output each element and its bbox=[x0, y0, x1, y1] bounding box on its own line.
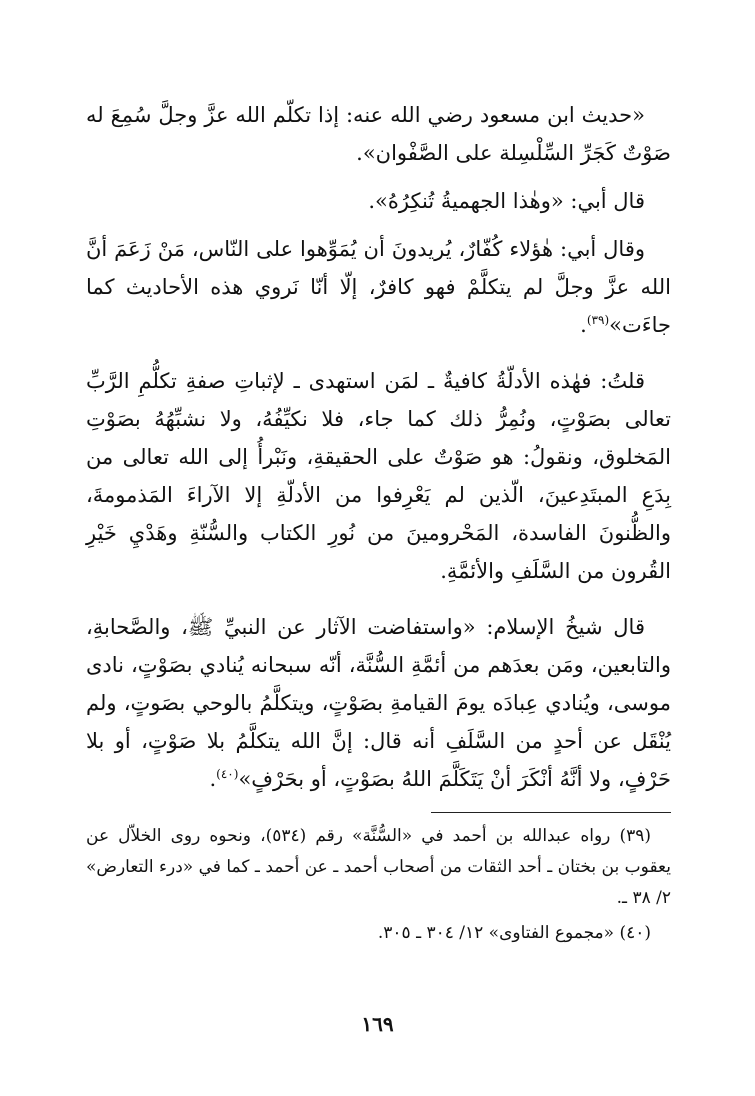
paragraph-tail: . bbox=[580, 313, 587, 337]
paragraph-text: قال أبي: «وهٰذا الجهميةُ تُنكِرُهُ». bbox=[368, 189, 645, 213]
footnote-ref-39[interactable]: (٣٩) bbox=[586, 313, 610, 327]
footnote-39 bbox=[86, 821, 671, 914]
paragraph-shaykh-al-islam bbox=[86, 608, 671, 798]
page-body bbox=[86, 96, 671, 1056]
footnote-ref-40[interactable]: (٤٠) bbox=[216, 767, 239, 781]
paragraph-text: «حديث ابن مسعود رضي الله عنه: إذا تكلّم الله عزَّ وجلَّ سُمِعَ له صَوْتٌ كَجَرِّ السِّلْسِلة على الصَّفْوان». bbox=[86, 103, 671, 165]
paragraph-abi-1 bbox=[86, 182, 671, 220]
page-number: ١٦٩ bbox=[361, 1012, 394, 1036]
paragraph-qultu bbox=[86, 362, 671, 590]
paragraph-text: قلتُ: فهٰذه الأدلّةُ كافيةٌ ـ لمَن استهدى ـ لإثباتِ صفةِ تكلُّمِ الرَّبِّ تعالى بصَوْتٍ، ونُمِرُّ ذلك كما جاء، فلا نكيِّفُهُ، ولا نشبِّهُهُ بصَوْتِ المَخلوق، ونقولُ: هو صَوْتٌ على الحقيقةِ، ونَبْرأُ إلى الله تعالى من بِدَعِ المبتَدِعينَ، الّذين لم يَعْرِفوا من الأدلّةِ إلا الآراءَ المَذمومةَ، والظُّنونَ الفاسدة، المَحْرومينَ من نُورِ الكتاب والسُّنّةِ وهَدْيِ خَيْرِ القُرون من السَّلَفِ والأئمَّةِ. bbox=[86, 369, 671, 583]
paragraph-abi-2 bbox=[86, 230, 671, 344]
paragraph-hadith bbox=[86, 96, 671, 172]
paragraph-text: قال شيخُ الإسلام: «واستفاضت الآثار عن النبيِّ ﷺ، والصَّحابةِ، والتابعين، ومَن بعدَهم من أئمَّةِ السُّنَّة، أنّه سبحانه يُنادي بصَوْتٍ، نادى موسى، ويُنادي عِبادَه يومَ القيامةِ بصَوْتٍ، ويتكلَّمُ بالوحي بصَوتٍ، ولم يُنْقَل عن أحدٍ من السَّلَفِ أنه قال: إنَّ الله يتكلَّمُ بلا صَوْتٍ، أو بلا حَرْفٍ، ولا أنَّهُ أنْكَرَ أنْ يَتَكَلَّمَ اللهُ بصَوْتٍ، أو بحَرْفٍ» bbox=[86, 615, 671, 791]
paragraph-text: وقال أبي: هٰؤلاء كُفّارٌ، يُريدونَ أن يُمَوِّهوا على النّاس، مَنْ زَعَمَ أنَّ الله عزَّ وجلَّ لم يتكلَّمْ فهو كافرٌ، إلّا أنّا نَروي هذه الأحاديث كما جاءَت» bbox=[86, 237, 671, 337]
footnote-text: (٣٩) رواه عبدالله بن أحمد في «السُّنَّة» رقم (٥٣٤)، ونحوه روى الخلاّل عن يعقوب بن بختان ـ أحد الثقات من أصحاب أحمد ـ عن أحمد ـ كما في «درء التعارض» ٢/ ٣٨ ـ. bbox=[86, 826, 671, 908]
footnote-divider bbox=[431, 812, 671, 813]
footnote-40 bbox=[86, 918, 671, 949]
footnote-text: (٤٠) «مجموع الفتاوى» ١٢/ ٣٠٤ ـ ٣٠٥. bbox=[377, 923, 651, 943]
paragraph-tail: . bbox=[209, 767, 217, 791]
